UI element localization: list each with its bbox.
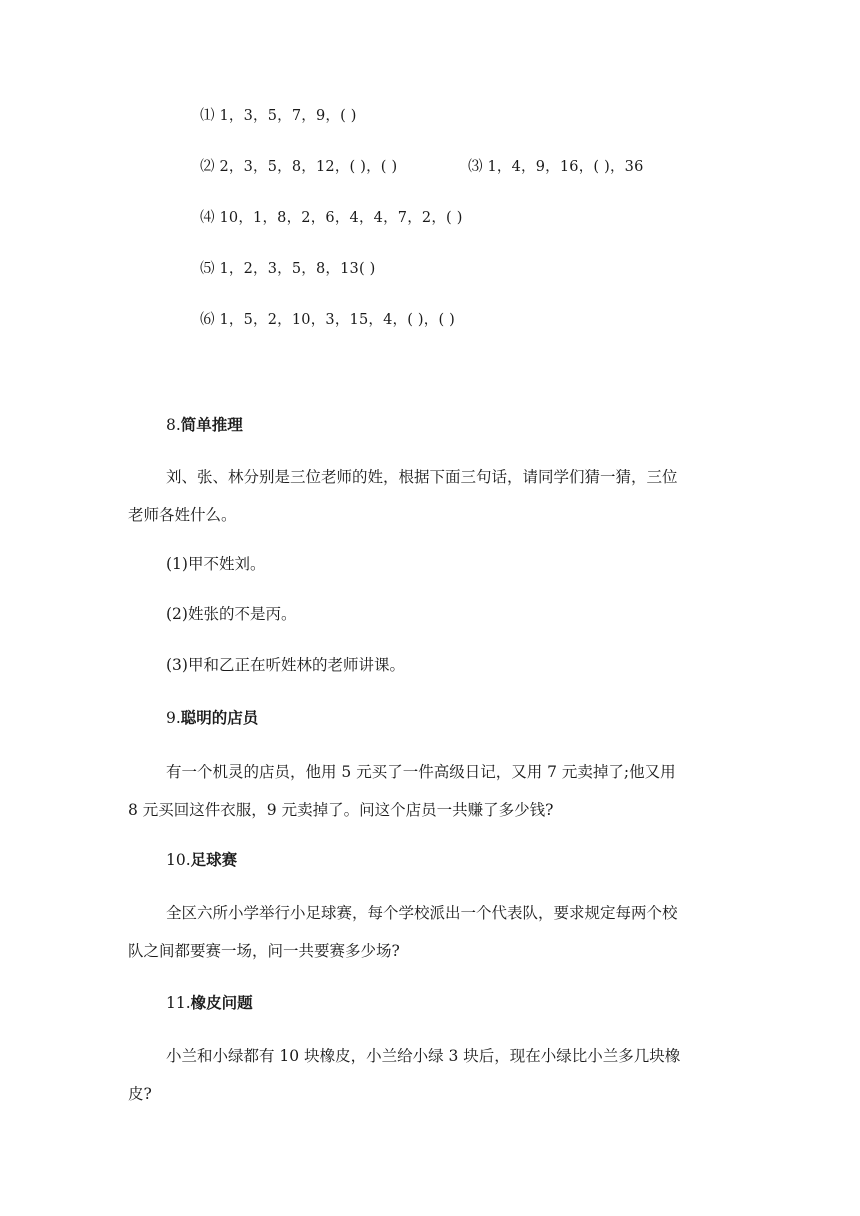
- question-8-clue-2: (2)姓张的不是丙。: [166, 605, 297, 623]
- sequence-6: ⑹ 1，5，2，10，3，15，4，( )，( ): [200, 312, 455, 328]
- question-8-number: 8.: [166, 416, 181, 434]
- question-9-number: 9.: [166, 709, 181, 727]
- question-10-text-line-1: 全区六所小学举行小足球赛，每个学校派出一个代表队，要求规定每两个校: [166, 904, 678, 922]
- question-8-clue-1: (1)甲不姓刘。: [166, 555, 266, 573]
- sequence-5: ⑸ 1，2，3，5，8，13( ): [200, 261, 376, 277]
- question-11-text-line-2: 皮?: [128, 1085, 152, 1103]
- question-8-clue-3: (3)甲和乙正在听姓林的老师讲课。: [166, 656, 405, 674]
- question-9-title: 聪明的店员: [180, 708, 259, 727]
- question-8-title: 简单推理: [180, 415, 243, 434]
- question-11-heading: [166, 993, 253, 1013]
- question-9-text-line-1: 有一个机灵的店员，他用 5 元买了一件高级日记，又用 7 元卖掉了;他又用: [166, 763, 676, 781]
- question-8-heading: [166, 415, 243, 435]
- question-10-heading: [166, 850, 237, 870]
- question-10-number: 10.: [166, 851, 191, 869]
- sequence-2: ⑵ 2，3，5，8，12，( )，( ): [200, 159, 398, 175]
- sequence-4: ⑷ 10，1，8，2，6，4，4，7，2，( ): [200, 210, 463, 226]
- question-11-number: 11.: [166, 994, 191, 1012]
- question-10-title: 足球赛: [190, 850, 238, 869]
- sequence-1: ⑴ 1，3，5，7，9，( ): [200, 108, 357, 124]
- sequence-3: ⑶ 1，4，9，16，( )，36: [468, 159, 644, 175]
- question-10-text-line-2: 队之间都要赛一场，问一共要赛多少场?: [128, 942, 400, 960]
- question-11-text-line-1: 小兰和小绿都有 10 块橡皮，小兰给小绿 3 块后，现在小绿比小兰多几块橡: [166, 1047, 681, 1065]
- question-8-text-line-1: 刘、张、林分别是三位老师的姓，根据下面三句话，请同学们猜一猜，三位: [166, 468, 678, 486]
- question-9-heading: [166, 708, 258, 728]
- question-9-text-line-2: 8 元买回这件衣服，9 元卖掉了。问这个店员一共赚了多少钱?: [128, 801, 554, 819]
- question-8-text-line-2: 老师各姓什么。: [128, 506, 237, 524]
- question-11-title: 橡皮问题: [190, 993, 253, 1012]
